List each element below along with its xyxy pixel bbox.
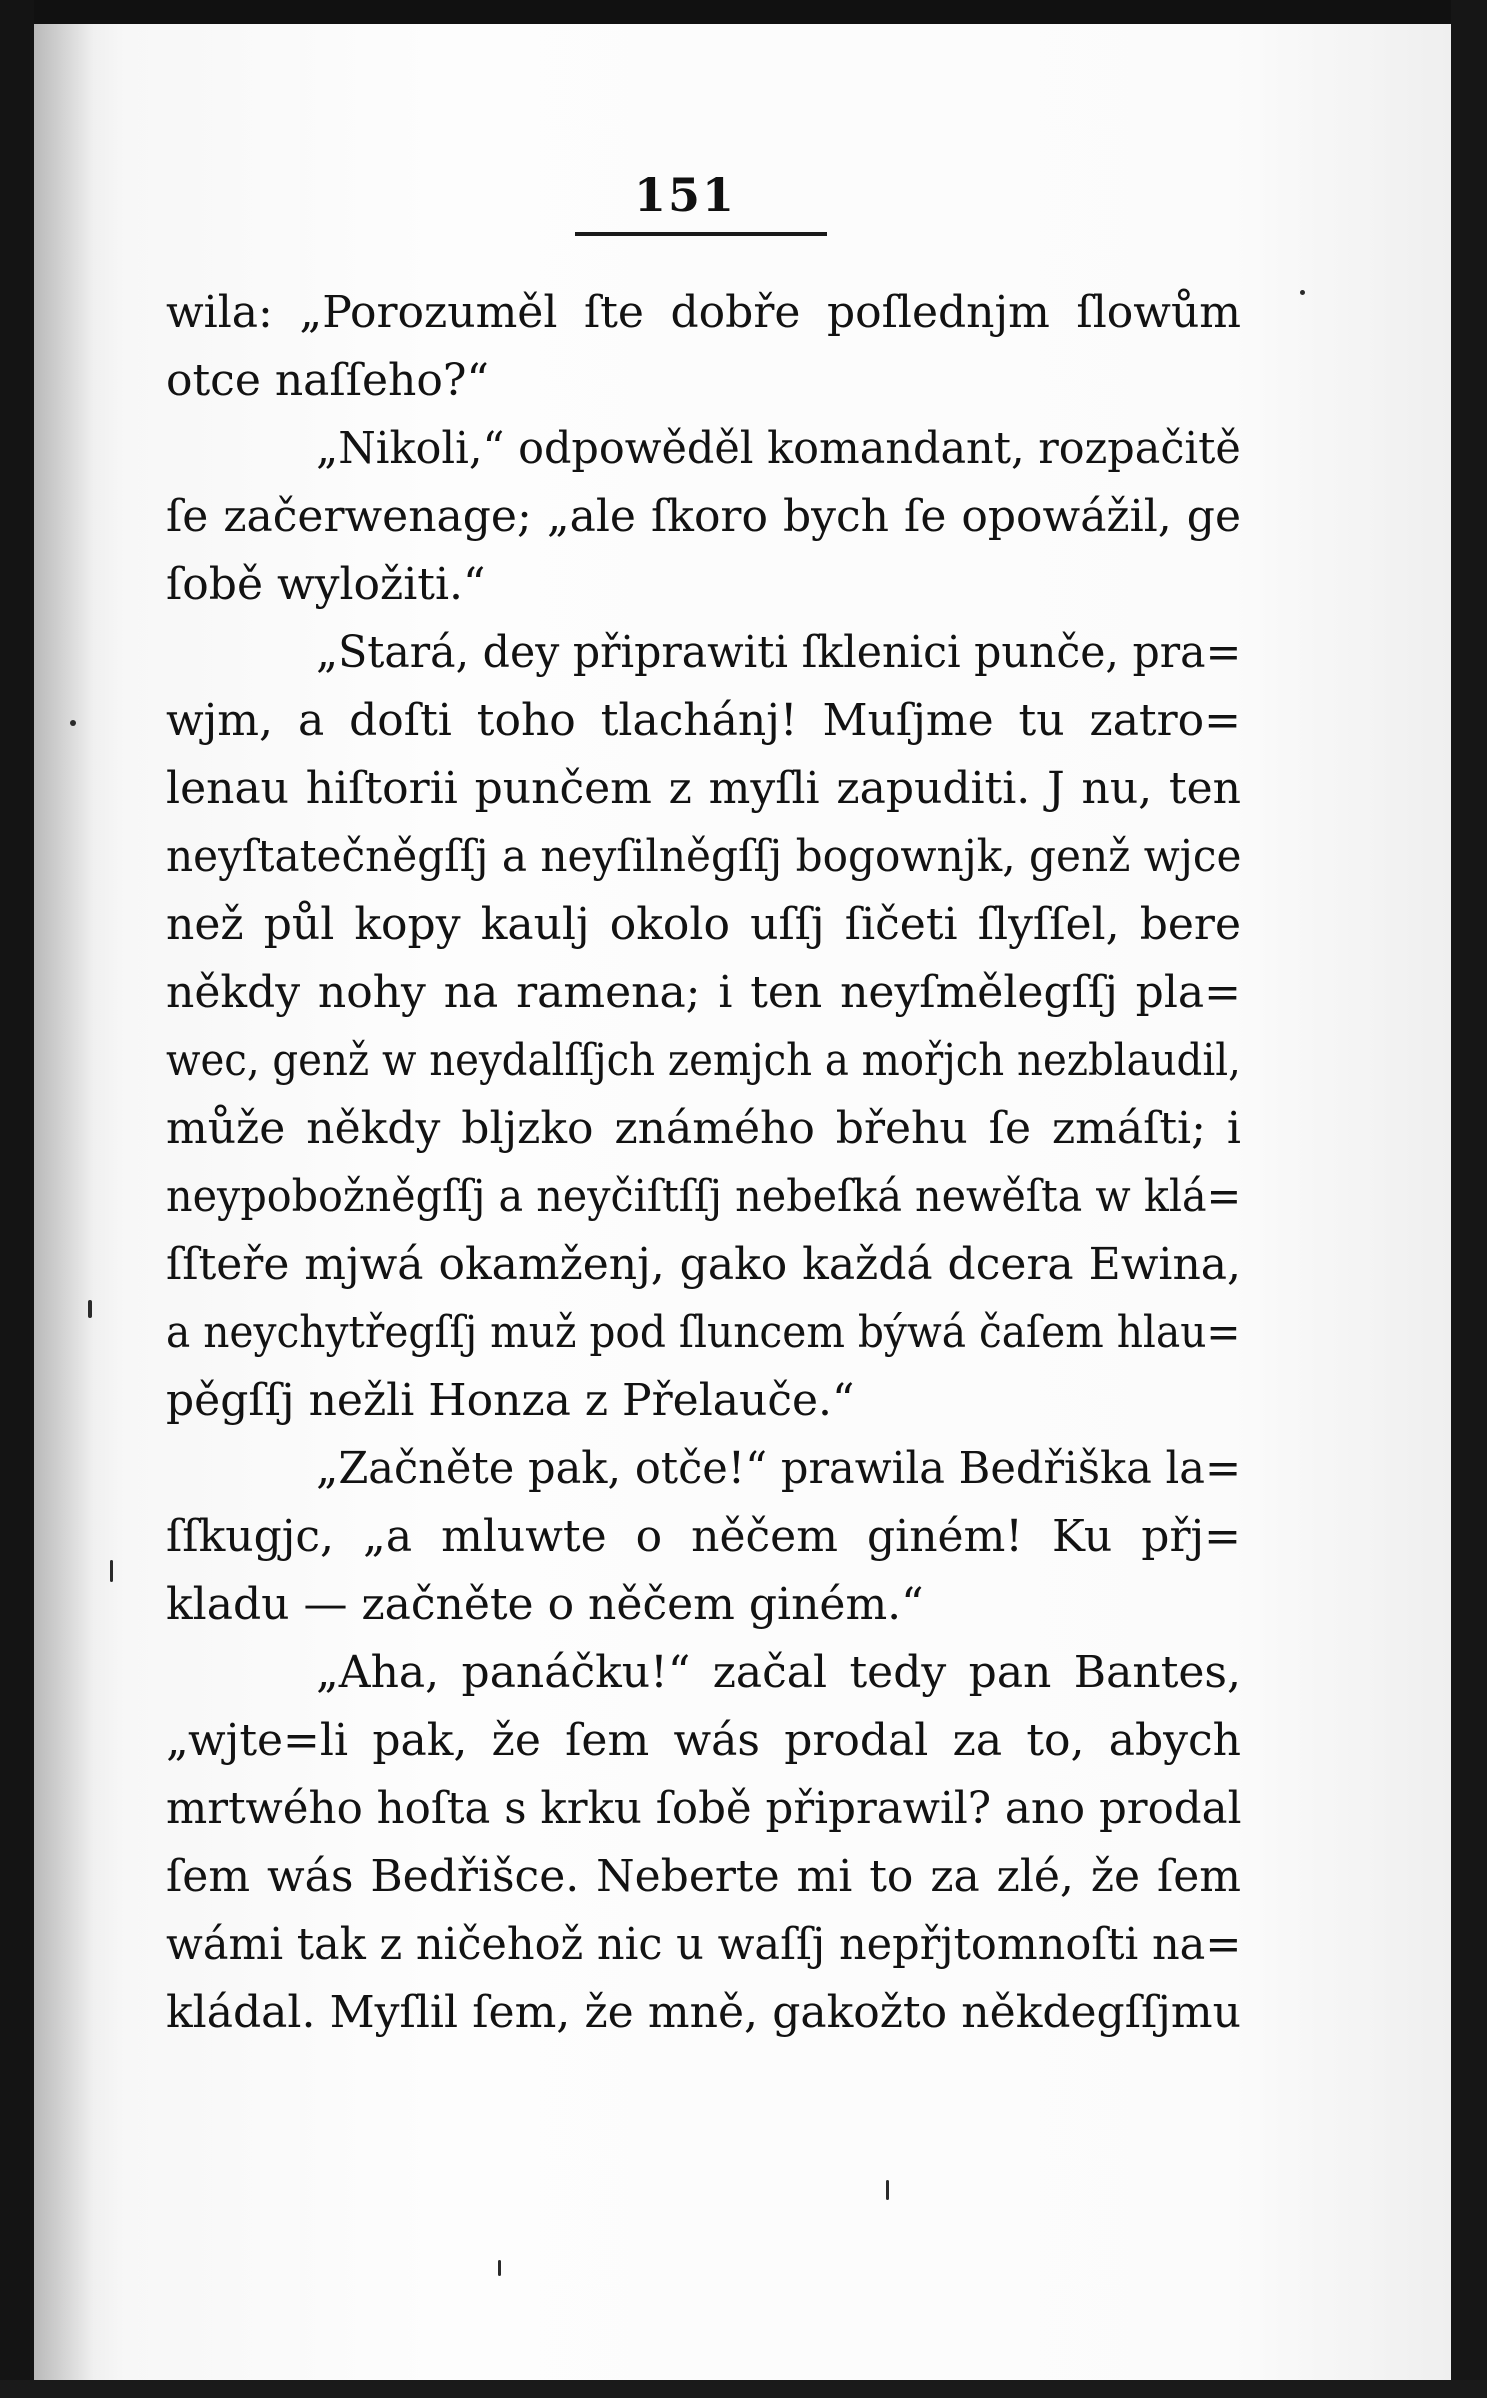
text-line: a neychytřegſſj muž pod ſluncem býwá čaſem hlau=	[166, 1307, 1241, 1358]
text-line: neyſtatečněgſſj a neyſilněgſſj bogownjk, genž wjce	[166, 831, 1242, 882]
text-line: než půl kopy kaulj okolo uſſj ſičeti ſlyſſel, bere	[166, 899, 1241, 950]
text-line: někdy nohy na ramena; i ten neyſmělegſſj pla=	[166, 967, 1241, 1018]
text-line: lenau hiſtorii punčem z myſli zapuditi. J nu, ten	[166, 763, 1241, 814]
scan-speck	[498, 2260, 501, 2276]
text-line: wjm, a doſti toho tlachánj! Muſjme tu zatro=	[166, 695, 1241, 746]
text-line: „Začněte pak, otče!“ prawila Bedřiška la=	[316, 1443, 1242, 1494]
text-line: pěgſſj nežli Honza z Přelauče.“	[166, 1375, 855, 1426]
text-line: mrtwého hoſta s krku ſobě připrawil? ano prodal	[166, 1783, 1242, 1834]
text-line: kládal. Myſlil ſem, že mně, gakožto někdegſſjmu	[166, 1987, 1241, 2038]
text-line: kladu — začněte o něčem giném.“	[166, 1579, 924, 1630]
page-gutter-shadow	[34, 24, 94, 2380]
scan-speck	[886, 2180, 889, 2200]
scan-speck	[1300, 290, 1305, 295]
text-line: ſobě wyložiti.“	[166, 559, 486, 610]
scan-speck	[88, 1300, 92, 1318]
text-line: „wjte=li pak, že ſem wás prodal za to, abych	[166, 1715, 1241, 1766]
text-line: wámi tak z ničehož nic u waſſj nepřjtomnoſti na=	[166, 1919, 1242, 1970]
text-line: ſe začerwenage; „ale ſkoro bych ſe opowážil, ge	[166, 491, 1241, 542]
page-number: 151	[633, 168, 737, 222]
header-rule	[575, 232, 827, 236]
text-line: wila: „Porozuměl ſte dobře poſlednjm ſlowům	[166, 287, 1241, 338]
scan-speck	[110, 1560, 113, 1582]
text-line: otce naſſeho?“	[166, 355, 489, 406]
text-line: „Aha, panáčku!“ začal tedy pan Bantes,	[316, 1647, 1241, 1698]
scan-border-right	[1451, 0, 1487, 2398]
text-line: ſſkugjc, „a mluwte o něčem giném! Ku přj=	[166, 1511, 1241, 1562]
text-line: wec, genž w neydalſſjch zemjch a mořjch nezblaudil,	[166, 1035, 1241, 1086]
text-line: ſſteře mjwá okamženj, gako každá dcera Ewina,	[166, 1239, 1241, 1290]
scan-border-left	[0, 0, 34, 2398]
text-line: neypobožněgſſj a neyčiſtſſj nebeſká newěſta w klá=	[166, 1171, 1242, 1222]
scan-border-top	[0, 0, 1487, 24]
scan-speck	[70, 720, 76, 726]
text-line: „Stará, dey připrawiti ſklenici punče, pra=	[316, 627, 1242, 678]
text-line: může někdy bljzko známého břehu ſe zmáſti; i	[166, 1103, 1241, 1154]
text-line: ſem wás Bedřišce. Neberte mi to za zlé, že ſem	[166, 1851, 1241, 1902]
scan-border-bottom	[0, 2380, 1487, 2398]
text-line: „Nikoli,“ odpowěděl komandant, rozpačitě	[316, 423, 1241, 474]
